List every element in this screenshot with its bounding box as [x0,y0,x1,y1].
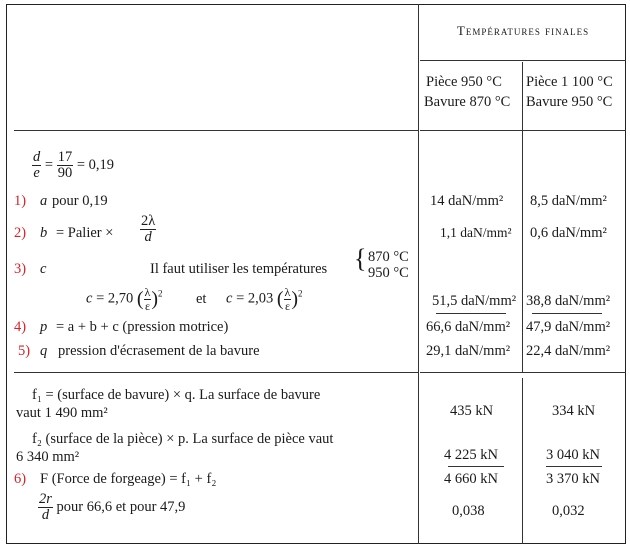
row3-equation-2: c = 2,03 ( $\frac{\lambda}{\varepsilon}$ )$^2$ [226,285,303,313]
section-divider-rule-right [420,372,626,373]
row4-col1: 66,6 daN/mm² [426,319,511,335]
f2-col1: 4 225 kN [444,447,498,463]
lambda-eps-fraction-1: $\frac{\lambda}{\varepsilon}$ [144,285,151,313]
f1-col2: 334 kN [552,403,596,419]
row4-var: p [40,319,48,335]
f-col2: 3 370 kN [546,471,600,487]
ratio-rhs-fraction: $\frac{17}{90}$ [57,149,73,182]
row3-col1: 51,5 daN/mm² [432,293,517,309]
ratio-lhs-fraction: $\frac{d}{e}$ [33,149,41,182]
row5-col1: 29,1 daN/mm² [426,343,511,359]
row3-col2: 38,8 daN/mm² [526,293,611,309]
row4-text: = a + b + c (pression motrice) [56,319,229,335]
row1-var: a [40,193,48,209]
header-bottom-rule [14,130,418,131]
last-col2: 0,032 [552,503,585,519]
section-divider-rule [14,372,418,373]
row3-equation-and: et [196,291,207,307]
force-sum-rule-c2 [546,466,602,467]
sum-rule-c1 [436,313,506,314]
f1-line1: f₁ = (surface de bavure) × q. La surface de bavure [32,387,321,403]
row3-temp1: 870 °C [368,249,409,265]
row1-col1: 14 daN/mm² [430,193,504,209]
f1-line2: vaut 1 490 mm² [16,405,108,421]
sum-rule-c2 [532,313,602,314]
row4-number: 4) [14,319,27,335]
f2-line2: 6 340 mm² [16,449,80,465]
row3-var: c [40,261,47,277]
f-number: 6) [14,471,27,487]
column-divider-left [418,4,419,544]
ratio-result: = 0,19 [76,157,114,174]
header-bottom-rule-right [420,130,626,131]
lambda-eps-fraction-2: $\frac{\lambda}{\varepsilon}$ [284,285,291,313]
ratio-2r-d-fraction: $\frac{2r}{d}$ [39,491,52,524]
f2-line1: f₂ (surface de la pièce) × p. La surface de pièce vaut [32,431,334,447]
row3-number: 3) [14,261,27,277]
column-divider-middle-lower [522,378,523,544]
row2-fraction [140,214,156,245]
force-sum-rule-c1 [448,466,504,467]
header-col1-line2: Bavure 870 °C [424,94,511,110]
header-group-title: Températures finales [456,23,590,38]
f2-col2: 3 040 kN [546,447,600,463]
row3-brace: { [354,244,367,273]
row4-col2: 47,9 daN/mm² [526,319,611,335]
row1-number: 1) [14,193,27,209]
row3-text: Il faut utiliser les températures [150,261,328,277]
f1-col1: 435 kN [450,403,494,419]
f-col1: 4 660 kN [444,471,498,487]
ratio-2r-d [38,492,185,523]
ratio-2r-d-text: pour 66,6 et pour 47,9 [56,499,186,516]
f-text: F (Force de forgeage) = f₁ + f₂ [40,471,217,487]
row2-number: 2) [14,225,27,241]
row5-col2: 22,4 daN/mm² [526,343,611,359]
row3-equation-1: c = 2,70 ( $\frac{\lambda}{\varepsilon}$ )$^2$ [86,285,163,313]
last-col1: 0,038 [452,503,485,519]
row5-var: q [40,343,48,359]
row1-col2: 8,5 daN/mm² [530,193,607,209]
row3-temp2: 950 °C [368,265,409,281]
row5-text: pression d'écrasement de la bavure [58,343,260,359]
row2-fraction-box: $\frac{2\lambda}{d}$ [141,213,156,246]
row2-col1: 1,1 daN/mm² [440,225,512,240]
row2-col2: 0,6 daN/mm² [530,225,607,241]
row5-number: 5) [18,343,31,359]
header-col2-line2: Bavure 950 °C [526,94,613,110]
column-divider-middle [522,62,523,372]
ratio-formula: $\frac{d}{e}$ = $\frac{17}{90}$ = 0,19 [33,149,114,182]
row2-var: b [40,225,48,241]
row1-text: pour 0,19 [52,193,108,209]
header-col1-line1: Pièce 950 °C [426,74,502,90]
header-col2-line1: Pièce 1 100 °C [526,74,613,90]
row2-text: = Palier × [56,225,114,241]
header-group-rule [420,60,626,61]
